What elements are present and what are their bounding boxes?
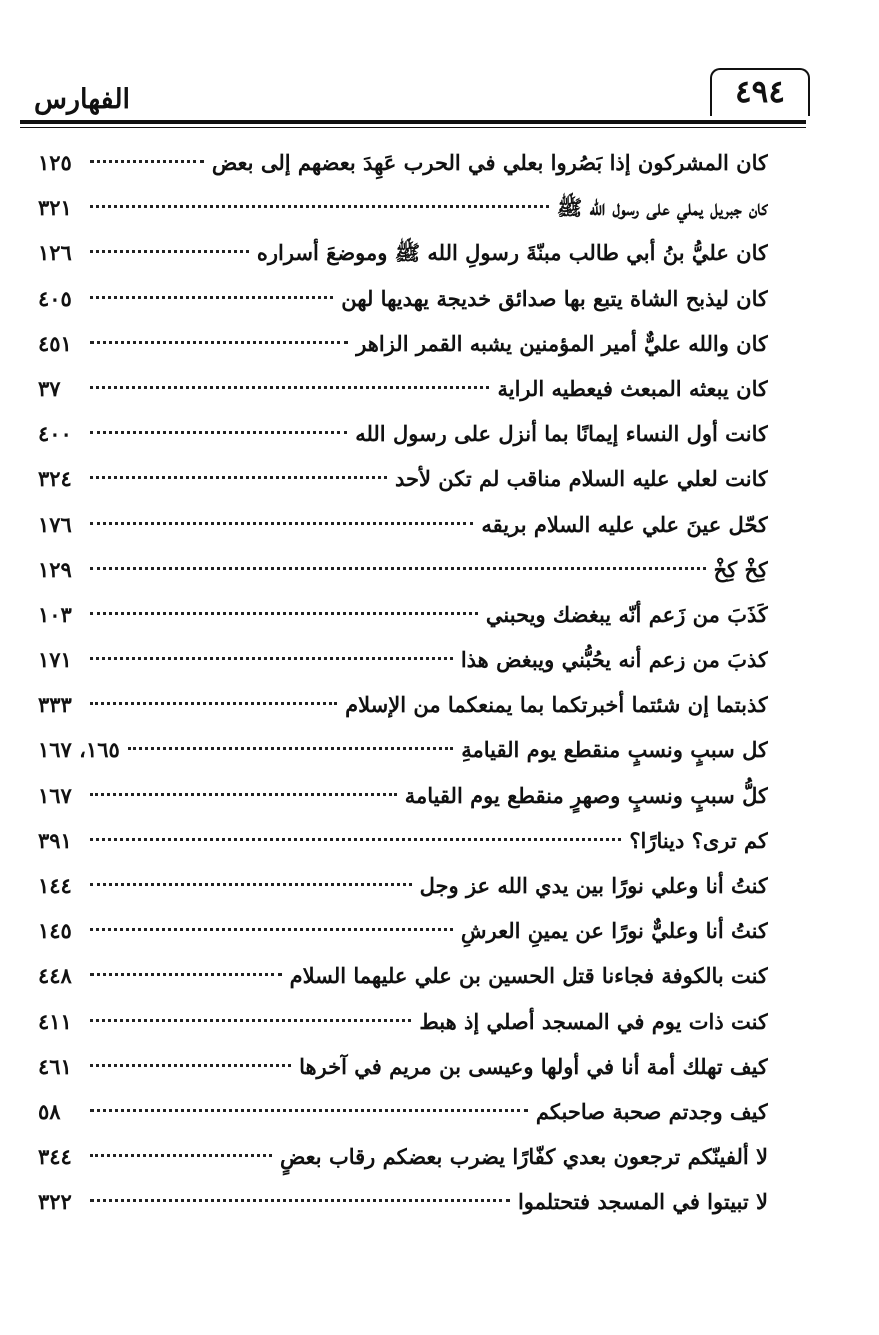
entry-page-number: ٤٠٥ xyxy=(38,285,72,311)
entry-text: كِخْ كِخْ xyxy=(713,556,768,582)
entry-page-number: ٥٨ xyxy=(38,1098,61,1124)
entry-page-number: ١٧١ xyxy=(38,647,72,673)
index-entry xyxy=(38,999,768,1044)
entry-page-number: ٤١١ xyxy=(38,1008,72,1034)
entry-page-number: ٣٩١ xyxy=(38,827,72,853)
entry-text: كان المشركون إذا بَصُروا بعلي في الحرب عَهِدَ بعضهم إلى بعض xyxy=(211,150,768,175)
index-entry xyxy=(38,1089,768,1134)
dot-leader xyxy=(90,927,453,931)
dot-leader xyxy=(90,701,337,705)
index-entry xyxy=(38,456,768,501)
dot-leader xyxy=(90,792,397,796)
dot-leader xyxy=(90,295,333,299)
dot-leader xyxy=(90,1153,272,1157)
index-entry xyxy=(38,1179,768,1224)
section-title: الفهارس xyxy=(34,84,131,115)
entry-page-number: ١٤٥ xyxy=(38,918,72,944)
entry-text: كيف تهلك أمة أنا في أولها وعيسى بن مريم في آخرها xyxy=(299,1053,768,1079)
index-entry xyxy=(38,1134,768,1179)
index-entry xyxy=(38,908,768,953)
entry-text: كان يبعثه المبعث فيعطيه الراية xyxy=(497,375,768,401)
index-entry xyxy=(38,321,768,366)
index-entry xyxy=(38,818,768,863)
dot-leader xyxy=(90,159,204,163)
dot-leader xyxy=(128,746,453,750)
index-entry xyxy=(38,1044,768,1089)
entry-page-number: ١٤٤ xyxy=(38,873,72,898)
entry-page-number: ١٦٥، ١٦٧ xyxy=(38,737,120,763)
index-entry xyxy=(38,185,768,230)
index-entry xyxy=(38,366,768,411)
entry-text: كان ليذبح الشاة يتبع بها صدائق خديجة يهديها لهن xyxy=(341,285,768,311)
entry-page-number: ٣٢٢ xyxy=(38,1189,72,1215)
entry-page-number: ١٧٦ xyxy=(38,511,72,537)
index-entry xyxy=(38,637,768,682)
entry-page-number: ٤٥١ xyxy=(38,330,72,356)
index-entry xyxy=(38,773,768,818)
dot-leader xyxy=(90,656,453,660)
dot-leader xyxy=(90,1063,291,1067)
entry-text: كذبَ من زعم أنه يحُبُّني ويبغض هذا xyxy=(460,647,768,673)
index-entry xyxy=(38,863,768,908)
entry-page-number: ٣٢٤ xyxy=(38,466,72,492)
page-number: ٤٩٤ xyxy=(735,74,785,110)
entry-text: كيف وجدتم صحبة صاحبكم xyxy=(535,1098,768,1124)
entry-text: كلُّ سببٍ ونسبٍ وصهرٍ منقطع يوم القيامة xyxy=(404,782,768,808)
entry-page-number: ٣٢١ xyxy=(38,195,72,221)
index-entry xyxy=(38,953,768,998)
entry-text: كنت بالكوفة فجاءنا قتل الحسين بن علي عليهما السلام xyxy=(289,963,768,989)
entry-text: كحّل عينَ علي عليه السلام بريقه xyxy=(481,511,768,537)
dot-leader xyxy=(90,430,347,434)
dot-leader xyxy=(90,521,473,525)
entry-text: لا ألفينّكم ترجعون بعدي كفّارًا يضرب بعضكم رقاب بعضٍ xyxy=(279,1144,768,1170)
dot-leader xyxy=(90,340,348,344)
index-entry xyxy=(38,592,768,637)
index-entry xyxy=(38,230,768,275)
dot-leader xyxy=(90,385,489,389)
entry-text: كم ترى؟ دينارًا؟ xyxy=(629,827,768,853)
entry-text: كنت ذات يوم في المسجد أصلي إذ هبط xyxy=(419,1008,768,1034)
dot-leader xyxy=(90,566,706,570)
dot-leader xyxy=(90,475,387,479)
entry-text: كَذَبَ من زَعم أنّه يبغضك ويحبني xyxy=(485,601,768,627)
entry-page-number: ١٢٦ xyxy=(38,240,72,266)
entry-text: كان عليُّ بنُ أبي طالب مبنّةَ رسولِ الله ﷺ وموضعَ أسراره xyxy=(256,240,768,266)
index-entry xyxy=(38,276,768,321)
index-entry xyxy=(38,682,768,727)
entry-page-number: ١٠٣ xyxy=(38,601,72,627)
index-entry xyxy=(38,547,768,592)
entry-page-number: ٤٠٠ xyxy=(38,421,72,447)
dot-leader xyxy=(90,972,282,976)
index-entry xyxy=(38,140,768,185)
entry-page-number: ٤٤٨ xyxy=(38,963,72,989)
index-entry xyxy=(38,727,768,772)
dot-leader xyxy=(90,837,621,841)
dot-leader xyxy=(90,249,249,253)
dot-leader xyxy=(90,1018,411,1022)
header-rule-thick xyxy=(20,120,806,124)
index-entry xyxy=(38,502,768,547)
entry-text: كنتُ أنا وعلي نورًا بين يدي الله عز وجل xyxy=(419,873,768,898)
page-header xyxy=(20,62,806,122)
entry-page-number: ٤٦١ xyxy=(38,1053,72,1079)
entry-text: كنتُ أنا وعليٌّ نورًا عن يمينِ العرشِ xyxy=(460,918,768,944)
entry-page-number: ٣٤٤ xyxy=(38,1144,72,1170)
index-entry xyxy=(38,411,768,456)
entry-text: كان والله عليٌّ أمير المؤمنين يشبه القمر الزاهر xyxy=(356,330,768,356)
dot-leader xyxy=(90,1108,528,1112)
entry-page-number: ١٦٧ xyxy=(38,782,72,808)
entry-text: كان جبريل يملي على رسول الله ﷺ xyxy=(556,195,768,221)
entry-text: كانت أول النساء إيمانًا بما أنزل على رسول الله xyxy=(355,421,768,447)
dot-leader xyxy=(90,1198,510,1202)
page-number-frame xyxy=(710,68,810,116)
entry-page-number: ٣٣٣ xyxy=(38,692,72,718)
dot-leader xyxy=(90,882,412,886)
index-entries xyxy=(38,140,768,1225)
entry-text: كذبتما إن شئتما أخبرتكما بما يمنعكما من الإسلام xyxy=(345,692,768,718)
entry-page-number: ١٢٥ xyxy=(38,150,72,175)
entry-text: لا تبيتوا في المسجد فتحتلموا xyxy=(517,1189,768,1215)
entry-text: كانت لعلي عليه السلام مناقب لم تكن لأحد xyxy=(394,466,768,492)
header-rule-thin xyxy=(20,127,806,128)
entry-text: كل سببٍ ونسبٍ منقطع يوم القيامةِ xyxy=(461,737,768,763)
dot-leader xyxy=(90,611,478,615)
entry-page-number: ٣٧ xyxy=(38,375,61,401)
entry-page-number: ١٢٩ xyxy=(38,556,72,582)
dot-leader xyxy=(90,204,549,208)
